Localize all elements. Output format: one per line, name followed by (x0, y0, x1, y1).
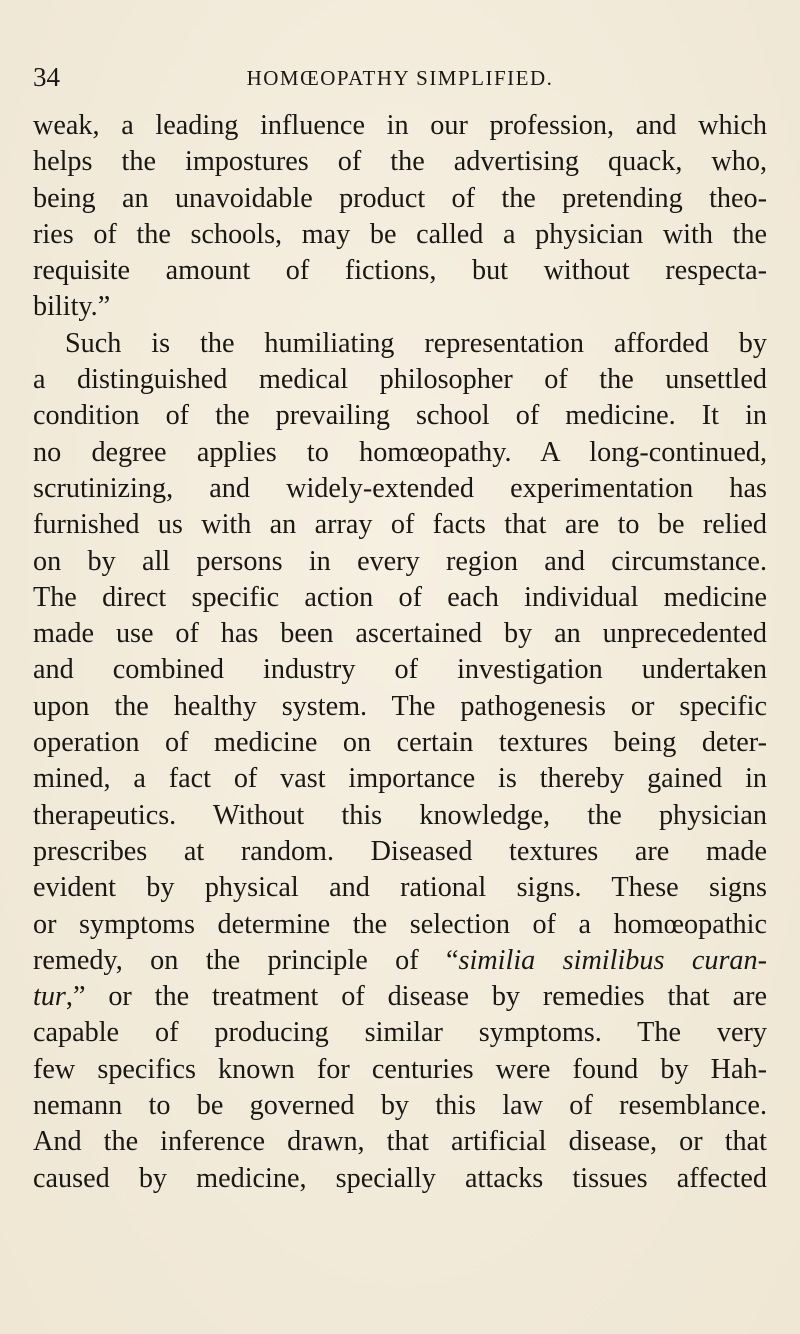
text-line: caused by medicine, specially attacks tissues affected (33, 1162, 767, 1194)
text-line: nemann to be governed by this law of resemblance. (33, 1090, 767, 1122)
text-line: The direct specific action of each individual medicine (33, 581, 767, 613)
text-line: capable of producing similar symptoms. The very (33, 1017, 767, 1049)
text-line: weak, a leading influence in our profession, and which (33, 110, 767, 141)
text-line: ries of the schools, may be called a physician with the (33, 218, 767, 250)
body-text (33, 108, 767, 1197)
text-line: mined, a fact of vast importance is thereby gained in (33, 763, 767, 795)
page-header (33, 62, 767, 92)
text-line: operation of medicine on certain textures being deter- (33, 727, 767, 759)
text-line: no degree applies to homœopathy. A long-continued, (33, 436, 767, 468)
text-line: being an unavoidable product of the pretending theo- (33, 182, 767, 214)
text-line: few specifics known for centuries were found by Hah- (33, 1053, 767, 1085)
text-line: And the inference drawn, that artificial disease, or that (33, 1126, 767, 1158)
text-line: bility.” (33, 291, 111, 323)
text-line: helps the impostures of the advertising quack, who, (33, 146, 767, 178)
text-line: requisite amount of fictions, but without respecta- (33, 255, 767, 287)
latin-phrase-end: tur (33, 981, 66, 1013)
text-line (33, 979, 767, 1015)
text-line: upon the healthy system. The pathogenesis or specific (33, 690, 767, 722)
text-line: condition of the prevailing school of medicine. It in (33, 400, 767, 432)
text-line: and combined industry of investigation undertaken (33, 654, 767, 686)
text-line: scrutinizing, and widely-extended experimentation has (33, 472, 767, 504)
text-line: evident by physical and rational signs. These signs (33, 872, 767, 904)
text-line: therapeutics. Without this knowledge, the physician (33, 799, 767, 831)
line-text: remedy, on the principle of “ (33, 944, 459, 976)
text-line: prescribes at random. Diseased textures are made (33, 835, 767, 867)
text-line: furnished us with an array of facts that are to be relied (33, 509, 767, 541)
page-number: 34 (33, 62, 60, 92)
text-line: on by all persons in every region and circumstance. (33, 545, 767, 577)
text-line: or symptoms determine the selection of a homœopathic (33, 908, 767, 940)
line-text: ,” or the treatment of disease by remedies that are (65, 981, 767, 1013)
text-line (33, 943, 767, 979)
text-line: a distinguished medical philosopher of the unsettled (33, 364, 767, 396)
latin-phrase: similia similibus curan- (458, 944, 767, 976)
text-line: made use of has been ascertained by an unprecedented (33, 618, 767, 650)
running-head: HOMŒOPATHY SIMPLIFIED. (246, 66, 554, 90)
text-line: Such is the humiliating representation afforded by (65, 327, 767, 359)
